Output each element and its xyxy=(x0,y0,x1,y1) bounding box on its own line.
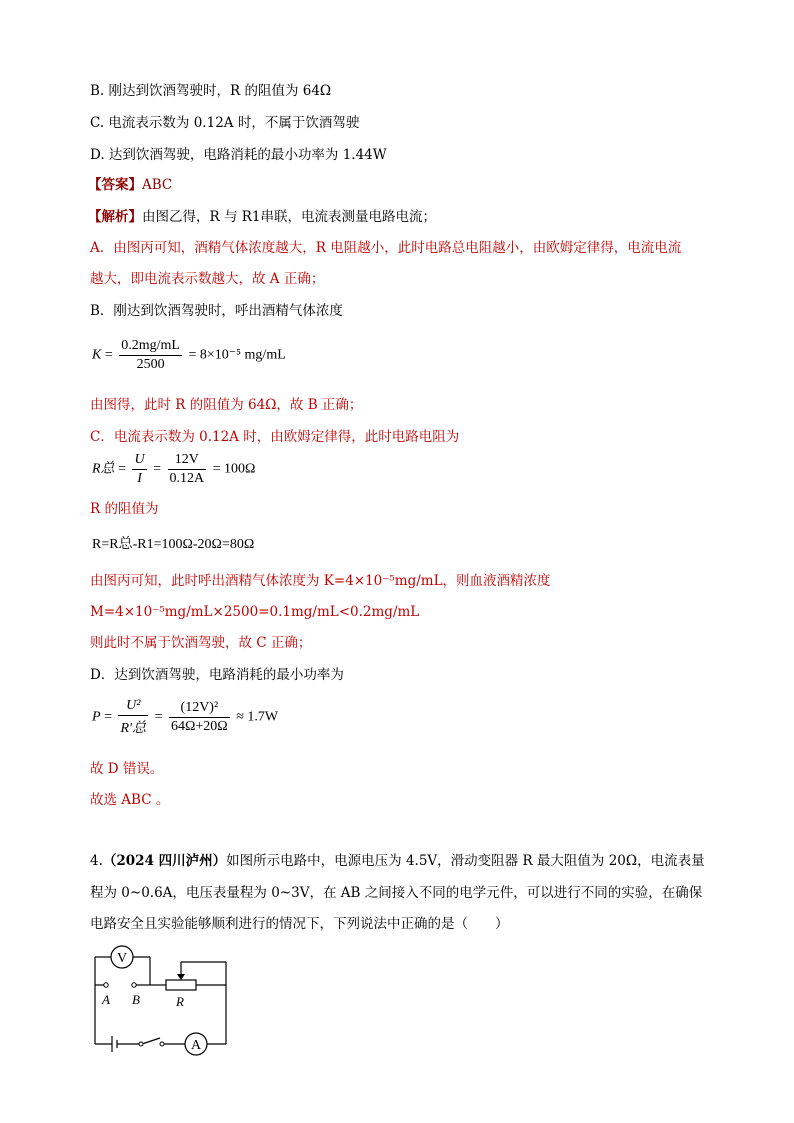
ammeter-label: A xyxy=(190,1038,202,1053)
circuit-diagram xyxy=(88,940,238,1060)
equation-r-total: R总 = $\frac{U}{I}$ = $\frac{12V}{0.12A}$ = 100Ω xyxy=(92,452,256,486)
analysis-c-line4: M=4×10⁻⁵mg/mL×2500=0.1mg/mL<0.2mg/mL xyxy=(90,604,420,620)
terminal-b-label: B xyxy=(132,992,140,1007)
terminal-a-label: A xyxy=(102,992,110,1007)
analysis-d-line1: D．达到饮酒驾驶，电路消耗的最小功率为 xyxy=(90,667,344,683)
option-d: D. 达到饮酒驾驶，电路消耗的最小功率为 1.44W xyxy=(90,147,387,163)
analysis-c-line1: C．电流表示数为 0.12A 时，由欧姆定律得，此时电路电阻为 xyxy=(90,429,460,445)
question4-number: 4. xyxy=(90,853,103,869)
analysis-b-line1: B．刚达到饮酒驾驶时，呼出酒精气体浓度 xyxy=(90,303,343,319)
voltmeter-label: V xyxy=(116,951,128,966)
analysis-intro-line xyxy=(88,208,436,226)
analysis-c-line5: 则此时不属于饮酒驾驶，故 C 正确； xyxy=(90,635,312,651)
question4-source: （2024 四川泸州） xyxy=(102,853,227,869)
equation-power: P = $\frac{\text{U²}}{\text{R′总}}$ = $\frac{\text{(12V)²}}{64\Omega+20\Omega}$ ≈ 1.7W xyxy=(92,698,279,736)
analysis-d-line2: 故 D 错误。 xyxy=(90,761,164,777)
analysis-a-line2: 越大，即电流表示数越大，故 A 正确； xyxy=(90,271,325,287)
analysis-a-line1: A．由图丙可知，酒精气体浓度越大，R 电阻越小，此时电路总电阻越小，由欧姆定律得，电流电流 xyxy=(90,240,682,256)
analysis-c-line2: R 的阻值为 xyxy=(90,501,159,517)
question4-line2: 程为 0~0.6A，电压表量程为 0~3V，在 AB 之间接入不同的电学元件，可以进行不同的实验，在确保 xyxy=(90,885,703,901)
analysis-intro: 由图乙得，R 与 R1串联，电流表测量电路电流； xyxy=(142,209,437,225)
analysis-label: 【解析】 xyxy=(88,209,142,225)
analysis-final: 故选 ABC 。 xyxy=(90,792,170,808)
question4-line3: 电路安全且实验能够顺利进行的情况下，下列说法中正确的是（ ） xyxy=(90,916,509,932)
analysis-c-line3: 由图丙可知，此时呼出酒精气体浓度为 K=4×10⁻⁵mg/mL，则血液酒精浓度 xyxy=(90,573,551,589)
answer-line xyxy=(88,176,172,194)
equation-k: K = $\frac{0.2mg/mL}{2500}$ = 8×10⁻⁵ mg/mL xyxy=(92,338,286,372)
option-c: C. 电流表示数为 0.12A 时，不属于饮酒驾驶 xyxy=(90,115,360,131)
equation-r: R=R总-R1=100Ω-20Ω=80Ω xyxy=(92,537,255,552)
answer-value: ABC xyxy=(142,177,173,193)
option-b: B. 刚达到饮酒驾驶时，R 的阻值为 64Ω xyxy=(90,83,332,99)
analysis-b-line2: 由图得，此时 R 的阻值为 64Ω，故 B 正确； xyxy=(90,397,363,413)
rheostat-label: R xyxy=(176,994,184,1009)
answer-label: 【答案】 xyxy=(88,177,142,193)
question4-line1: 4.（2024 四川泸州）如图所示电路中，电源电压为 4.5V，滑动变阻器 R 最大阻值为 20Ω，电流表量 xyxy=(90,853,705,869)
